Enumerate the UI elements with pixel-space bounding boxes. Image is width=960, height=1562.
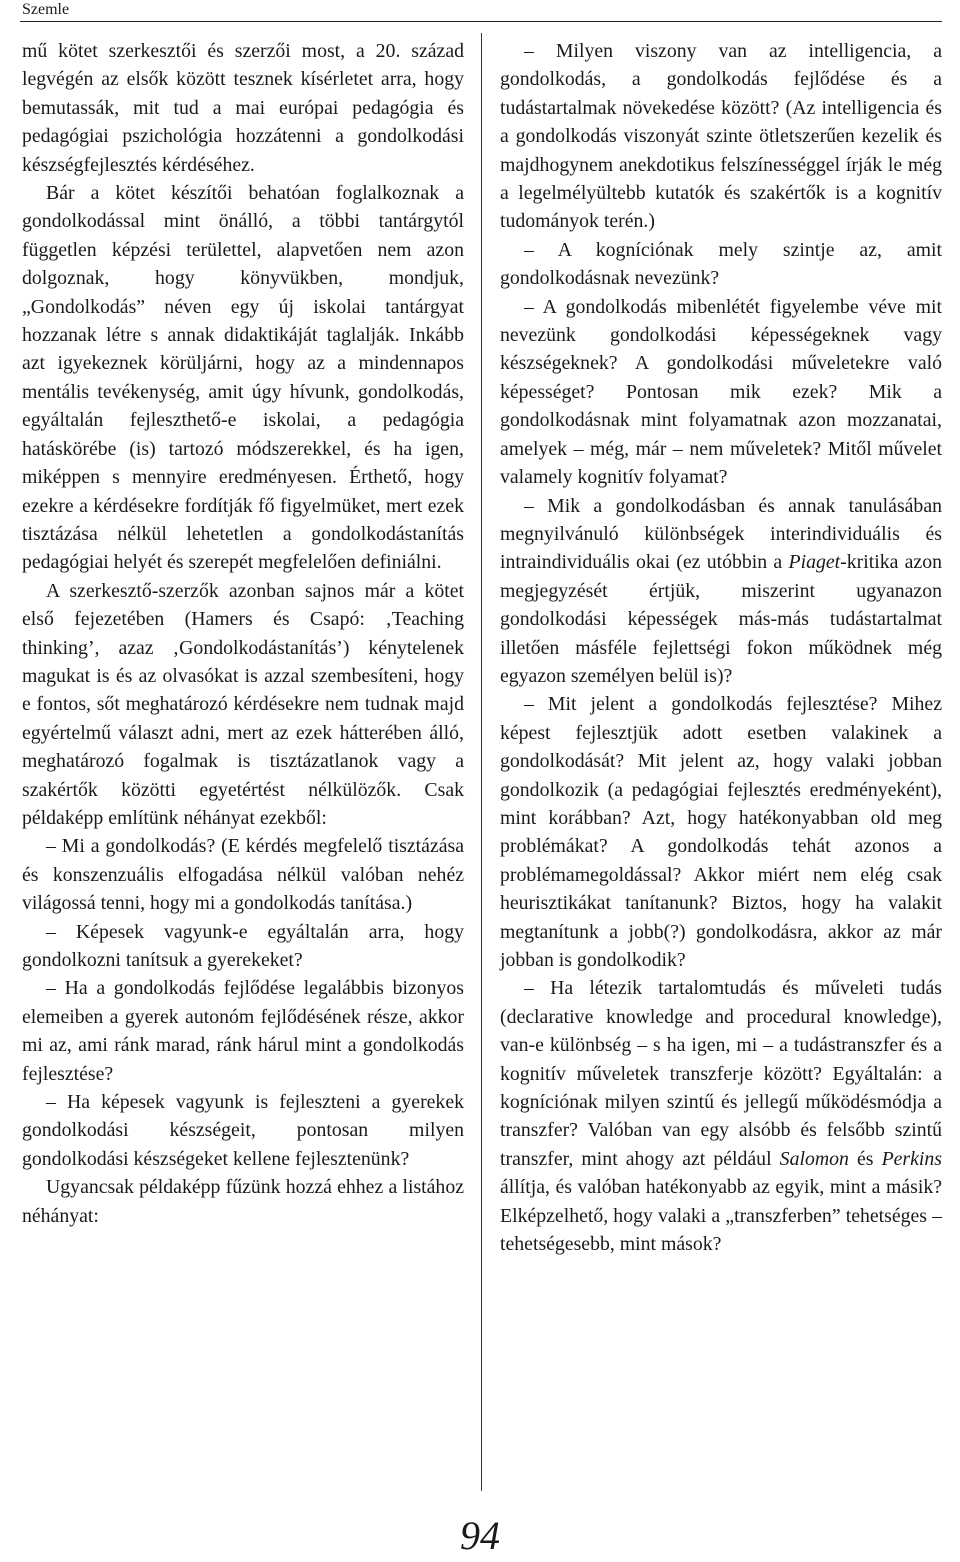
left-column bbox=[22, 37, 464, 1230]
list-item: – Képesek vagyunk-e egyáltalán arra, hogy gondolkozni tanítsuk a gyerekeket? bbox=[22, 920, 464, 971]
section-header: Szemle bbox=[22, 1, 70, 18]
page-number: 94 bbox=[460, 1513, 500, 1558]
list-item: – Ha a gondolkodás fejlődése legalábbis bizonyos elemeiben a gyerek autonóm fejlődésének része, akkor mi az, ami ránk marad, ránk hárul mint a gondolkodás fejlesztése? bbox=[22, 977, 464, 1085]
paragraph: mű kötet szerkesztői és szerzői most, a 20. század legvégén az elsők között tesznek kísérletet arra, hogy bemutassák, mit tud a mai európai pedagógia és pedagógiai pszichológia hozzátenni a gondolkodási készségfejlesztés kérdéséhez. bbox=[22, 40, 464, 176]
list-item: – Mi a gondolkodás? (E kérdés megfelelő tisztázása és konszenzuális elfogadása nélkül valóban nehéz világossá tenni, hogy mi a gondolkodás tanítása.) bbox=[22, 835, 464, 915]
list-item: – Mik a gondolkodásban és annak tanulásában megnyilvánuló különbségek interindividuális és intraindividuális okai (ez utóbbin a Piaget-kritika azon megjegyzését értjük, miszerint ugyanazon gondolkodási képességek más-más tudástartalmat illetően másféle fejlettségi fokon működnek még egyazon személyen belül is)? bbox=[500, 494, 942, 687]
list-item: – A kogníciónak mely szintje az, amit gondolkodásnak nevezünk? bbox=[500, 238, 942, 290]
right-column bbox=[500, 37, 942, 1258]
list-item: – Ha képesek vagyunk is fejleszteni a gyerekek gondolkodási készségeit, pontosan milyen gondolkodási készségeket kellene fejlesztenünk? bbox=[22, 1091, 464, 1170]
column-divider bbox=[481, 33, 482, 1491]
list-item: – Ha létezik tartalomtudás és műveleti tudás (declarative knowledge and procedural knowledge), van-e különbség – s ha igen, mi – a tudástranszfer és a kognitív műveletek transzferje között? Egyáltalán: a kogníciónak milyen szintű és jellegű működésmódja a transzfer? Valóban van egy alsóbb és felsőbb szintű transzfer, mint ahogy azt például Salomon és Perkins állítja, és valóban hatékonyabb az egyik, mint a másik? Elképzelhető, hogy valaki a „transzferben” tehetséges – tehetségesebb, mint mások? bbox=[500, 977, 942, 1256]
paragraph: Ugyancsak példaképp fűzünk hozzá ehhez a listához néhányat: bbox=[22, 1176, 464, 1227]
list-item: – A gondolkodás mibenlétét figyelembe véve mit nevezünk gondolkodási képességeknek vagy készségeknek? A gondolkodási műveletekre való képességet? Pontosan mik ezek? Mik a gondolkodásnak mint folyamatnak azon mozzanatai, amelyek – még, már – nem műveletek? Mitől művelet valamely kognitív folyamat? bbox=[500, 295, 942, 489]
header-rule bbox=[20, 21, 942, 22]
paragraph: Bár a kötet készítői behatóan foglalkoznak a gondolkodással mint önálló, a többi tantárgytól független képzési területtel, alapvetően nem azon dolgoznak, hogy könyvükben, mondjuk, „Gondolkodás” néven egy új iskolai tantárgyat hozzanak létre s annak didaktikáját taglalják. Inkább azt igyekeznek körüljárni, hogy az a mindennapos mentális tevékenység, amit úgy hívunk, gondolkodás, egyáltalán fejleszthető-e iskolai, a pedagógia hatáskörébe (is) tartozó módszerekkel, és ha igen, miképpen s mennyire eredményesen. Érthető, hogy ezekre a kérdésekre fordítják fő figyelmüket, mert ezek tisztázása nélkül lehetetlen a gondolkodástanítás pedagógiai helyét és szerepét megfelelően definiálni. bbox=[22, 182, 464, 574]
list-item: – Milyen viszony van az intelligencia, a gondolkodás, a gondolkodás fejlődése és a tudástartalmak növekedése között? (Az intelligencia és a gondolkodás viszonyát szinte ötletszerűen kezelik és majdhogynem anekdotikus felszínességgel írják le még a legelmélyültebb kutatók és szakértők is a kognitív tudományok terén.) bbox=[500, 40, 942, 233]
paragraph: A szerkesztő-szerzők azonban sajnos már a kötet első fejezetében (Hamers és Csapó: ‚Teaching thinking’, azaz ‚Gondolkodástanítás’) kénytelenek magukat is és az olvasókat is azzal szembesíteni, hogy e fontos, sőt meghatározó kérdésekre nem tudnak majd egyértelmű választ adni, mert az ezek hátterében álló, meghatározó fogalmak is tisztázatlanok vagy a szakértők közötti egyetértést nélkülözők. Csak példaképp említünk néhányat ezekből: bbox=[22, 579, 464, 829]
list-item: – Mit jelent a gondolkodás fejlesztése? Mihez képest fejlesztjük adott esetben valakinek a gondolkodását? Mit jelent az, hogy valaki jobban gondolkozik (a pedagógiai fejlesztés eredményeként), mint korábban? Azt, hogy hatékonyabban old meg problémákat? A gondolkodás tehát azonos a problémamegoldással? Akkor miért nem elég csak heurisztikákat tanítanunk? Biztos, hogy ha valakit megtanítunk a jobb(?) gondolkodásra, akkor az már jobban is gondolkodik? bbox=[500, 693, 942, 971]
